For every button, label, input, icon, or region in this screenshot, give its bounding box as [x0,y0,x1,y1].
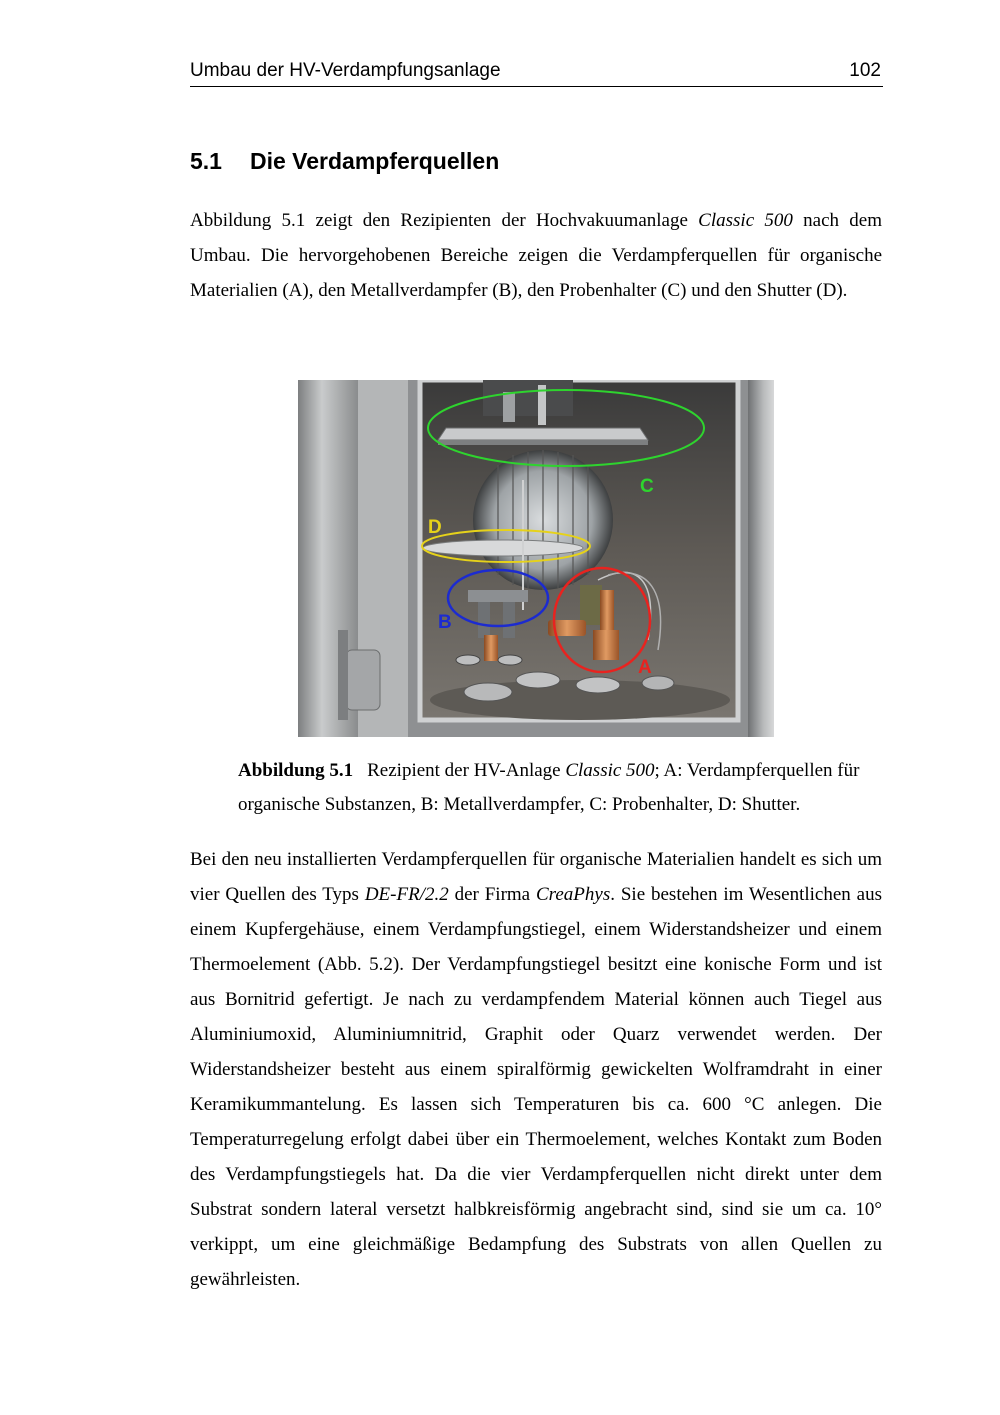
chamber-photo [298,380,774,737]
figure-caption [238,754,882,822]
label-c: C [640,476,654,497]
intro-text-1: Abbildung 5.1 zeigt den Rezipienten der Hochvakuumanlage [190,210,699,231]
caption-italic-1: Classic 500 [565,760,655,781]
intro-italic-1: Classic 500 [698,210,793,231]
body-text-1: Bei den neu installierten Verdampferquellen für organische Materialien handelt es sich um vier Quellen des Typs [190,849,882,905]
caption-text-1: Rezipient der HV-Anlage [367,760,566,781]
label-a: A [638,657,652,678]
running-header [190,58,883,87]
header-title: Umbau der HV-Verdampfungsanlage [190,60,501,81]
label-b: B [438,612,452,633]
body-text-3: . Sie bestehen im Wesentlichen aus einem Kupfergehäuse, einem Verdampfungstiegel, einem Widerstandsheizer und einem Thermoelement (Abb. 5.2). Der Verdampfungstiegel besitzt eine konische Form und ist aus Bornitrid gefertigt. Je nach zu verdampfendem Material können auch Tiegel aus Aluminiumoxid, Aluminiumnitrid, Graphit oder Quarz verwendet werden. Der Widerstandsheizer besteht aus einem spiralförmig gewickelten Wolframdraht in einer Keramikummantelung. Es lassen sich Temperaturen bis ca. 600 °C anlegen. Die Temperaturregelung erfolgt dabei über ein Thermoelement, welches Kontakt zum Boden des Verdampfungstiegels hat. Da die vier Verdampferquellen nicht direkt unter dem Substrat sondern lateral versetzt halbkreisförmig angebracht sind, sind sie um ca. 10° verkippt, um eine gleichmäßige Bedampfung des Substrats von allen Quellen zu gewährleisten. [190,884,883,1290]
label-d: D [428,517,442,538]
intro-paragraph [190,203,882,308]
intro-text-2: nach dem Umbau. Die hervorgehobenen Bereiche zeigen die Verdampferquellen für organische Materialien (A), den Metallverdampfer (B), den Probenhalter (C) und den Shutter (D). [190,210,882,301]
section-number: 5.1 [190,148,222,174]
body-italic-2: CreaPhys [536,884,611,905]
page-number: 102 [849,60,881,81]
caption-text-2: ; A: Verdampferquellen für organische Substanzen, B: Metallverdampfer, C: Probenhalter, D: Shutter. [238,760,860,815]
caption-label: Abbildung 5.1 [238,760,354,781]
body-italic-1: DE-FR/2.2 [364,884,449,905]
body-text-2: der Firma [448,884,536,905]
body-paragraph [190,842,882,1297]
section-title: Die Verdampferquellen [250,148,500,174]
section-heading [190,148,499,175]
